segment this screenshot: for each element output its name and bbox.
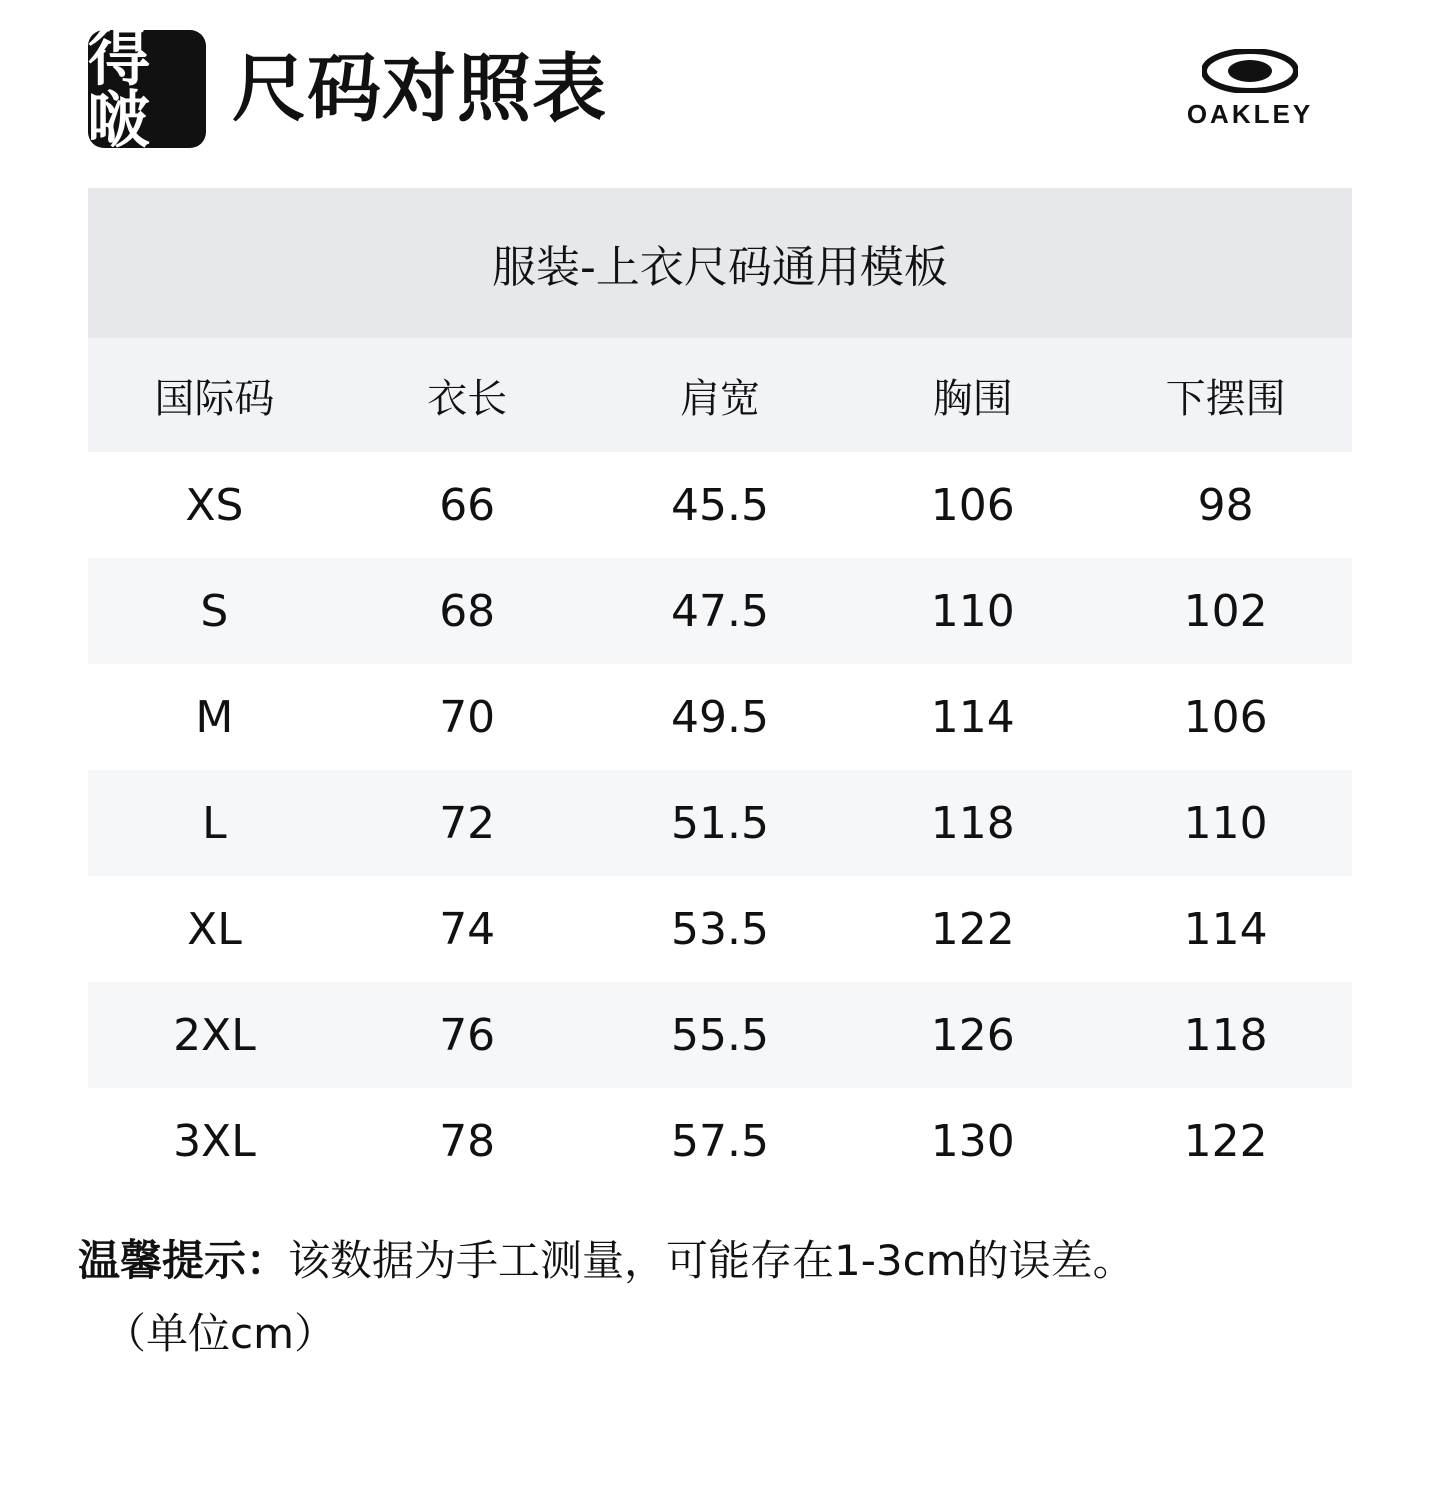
- cell-bust: 106: [846, 452, 1099, 558]
- cell-size: XL: [88, 876, 341, 982]
- cell-hem: 98: [1099, 452, 1352, 558]
- cell-bust: 110: [846, 558, 1099, 664]
- cell-size: 3XL: [88, 1088, 341, 1194]
- cell-bust: 118: [846, 770, 1099, 876]
- cell-size: M: [88, 664, 341, 770]
- cell-shoulder: 45.5: [594, 452, 847, 558]
- page-title: 尺码对照表: [232, 46, 607, 132]
- table-row: [88, 1088, 1352, 1194]
- cell-hem: 114: [1099, 876, 1352, 982]
- cell-shoulder: 57.5: [594, 1088, 847, 1194]
- cell-shoulder: 49.5: [594, 664, 847, 770]
- table-header-row: [88, 338, 1352, 452]
- column-header-length: 衣长: [341, 338, 594, 452]
- page-header: [88, 21, 1338, 156]
- column-header-shoulder: 肩宽: [594, 338, 847, 452]
- table-row: [88, 452, 1352, 558]
- oakley-logo-icon: [1202, 49, 1298, 93]
- brand-logo-text: OAKLEY: [1186, 98, 1314, 129]
- cell-length: 74: [341, 876, 594, 982]
- cell-size: L: [88, 770, 341, 876]
- note-line-1: [78, 1228, 1378, 1293]
- cell-length: 68: [341, 558, 594, 664]
- table-row: [88, 664, 1352, 770]
- table-row: [88, 876, 1352, 982]
- table-title: 服装-上衣尺码通用模板: [88, 188, 1352, 338]
- column-header-size: 国际码: [88, 338, 341, 452]
- table-title-row: [88, 188, 1352, 338]
- note-lead: 温馨提示：: [78, 1236, 289, 1285]
- note-body: 该数据为手工测量，可能存在1-3cm的误差。: [288, 1236, 1135, 1285]
- cell-length: 78: [341, 1088, 594, 1194]
- brand-badge-label: 得啵: [88, 21, 149, 156]
- cell-hem: 110: [1099, 770, 1352, 876]
- cell-shoulder: 51.5: [594, 770, 847, 876]
- cell-hem: 122: [1099, 1088, 1352, 1194]
- cell-length: 66: [341, 452, 594, 558]
- cell-size: 2XL: [88, 982, 341, 1088]
- cell-bust: 114: [846, 664, 1099, 770]
- footer-note: [78, 1228, 1378, 1366]
- cell-size: S: [88, 558, 341, 664]
- cell-hem: 102: [1099, 558, 1352, 664]
- cell-length: 76: [341, 982, 594, 1088]
- table-row: [88, 558, 1352, 664]
- column-header-hem: 下摆围: [1099, 338, 1352, 452]
- brand-logo: [1162, 49, 1338, 130]
- table-row: [88, 982, 1352, 1088]
- cell-bust: 126: [846, 982, 1099, 1088]
- cell-length: 72: [341, 770, 594, 876]
- size-table: [88, 188, 1352, 1194]
- cell-shoulder: 47.5: [594, 558, 847, 664]
- cell-shoulder: 53.5: [594, 876, 847, 982]
- cell-bust: 122: [846, 876, 1099, 982]
- note-unit-line: （单位cm）: [104, 1309, 337, 1359]
- cell-hem: 118: [1099, 982, 1352, 1088]
- cell-shoulder: 55.5: [594, 982, 847, 1088]
- brand-badge-icon: [88, 21, 206, 156]
- size-table-container: [88, 188, 1352, 1194]
- cell-size: XS: [88, 452, 341, 558]
- table-row: [88, 770, 1352, 876]
- cell-length: 70: [341, 664, 594, 770]
- cell-bust: 130: [846, 1088, 1099, 1194]
- column-header-bust: 胸围: [846, 338, 1099, 452]
- cell-hem: 106: [1099, 664, 1352, 770]
